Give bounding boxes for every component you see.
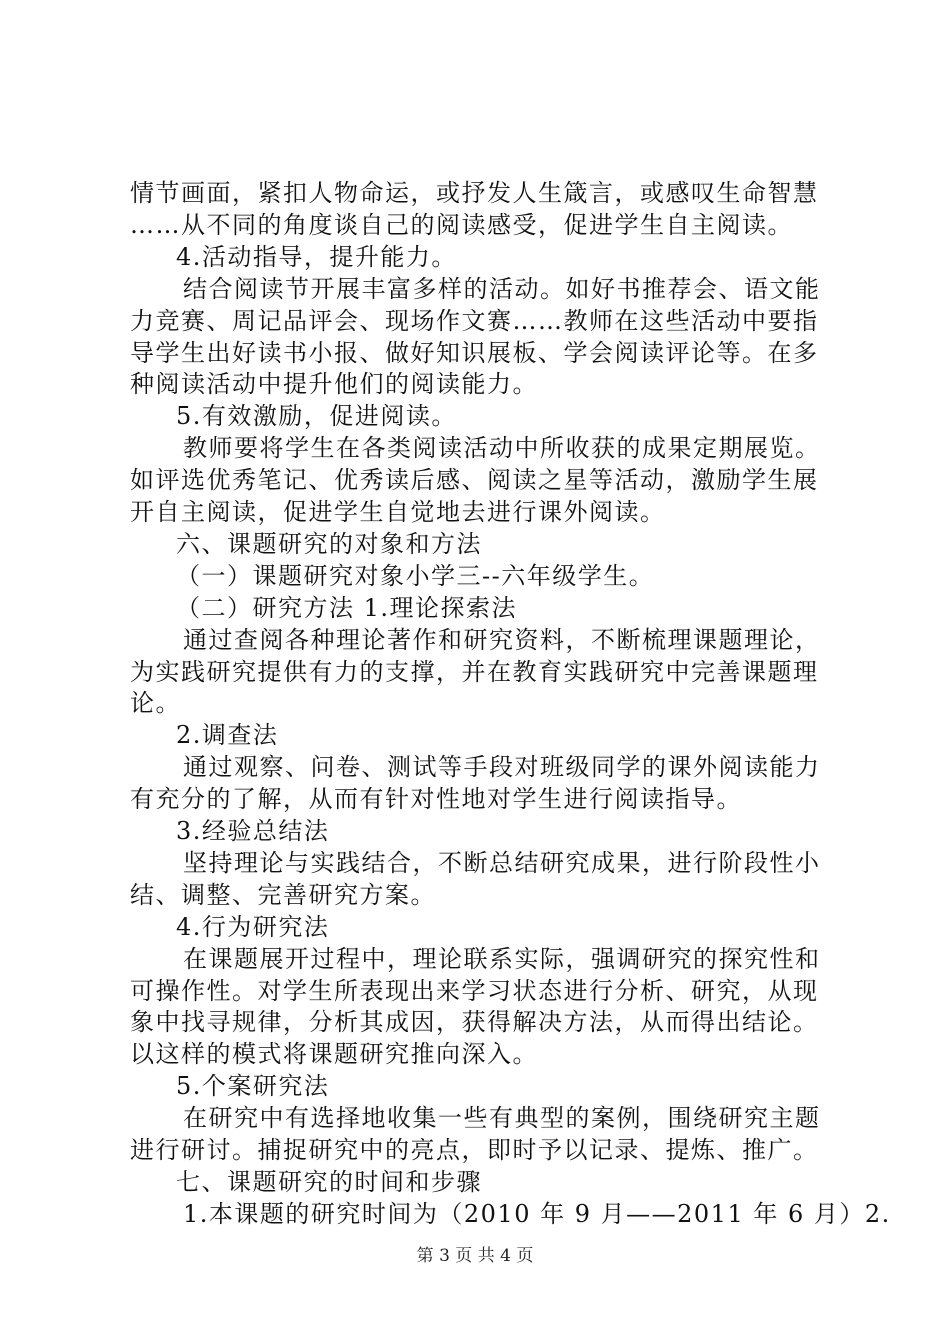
method-heading: 2.调查法 xyxy=(176,721,279,750)
text-line: 以这样的模式将课题研究推向深入。 xyxy=(130,1040,538,1069)
text-line: 进行研讨。捕捉研究中的亮点，即时予以记录、提炼、推广。 xyxy=(130,1136,819,1164)
page-footer: 第 3 页 共 4 页 xyxy=(416,1246,534,1266)
subheading-5: 5.有效激励，促进阅读。 xyxy=(176,402,457,431)
text-line: 为实践研究提供有力的支撑，并在教育实践研究中完善课题理 xyxy=(130,657,819,686)
text-line: 导学生出好读书小报、做好知识展板、学会阅读评论等。在多 xyxy=(130,338,819,367)
text-line: 在研究中有选择地收集一些有典型的案例，围绕研究主题 xyxy=(183,1104,821,1133)
subsection-line: （一）课题研究对象小学三--六年级学生。 xyxy=(176,561,655,590)
text-line: ……从不同的角度谈自己的阅读感受，促进学生自主阅读。 xyxy=(130,210,793,239)
subheading-4: 4.活动指导，提升能力。 xyxy=(176,242,457,271)
text-line: 种阅读活动中提升他们的阅读能力。 xyxy=(130,370,538,399)
method-heading: 3.经验总结法 xyxy=(176,817,330,845)
text-line: 结、调整、完善研究方案。 xyxy=(130,880,436,909)
text-line: 在课题展开过程中，理论联系实际，强调研究的探究性和 xyxy=(183,944,821,973)
method-heading: 5.个案研究法 xyxy=(176,1072,330,1101)
text-line: 结合阅读节开展丰富多样的活动。如好书推荐会、语文能 xyxy=(183,274,821,303)
text-line: 通过查阅各种理论著作和研究资料，不断梳理课题理论， xyxy=(183,625,821,654)
method-heading: 4.行为研究法 xyxy=(176,912,330,941)
text-line: 坚持理论与实践结合，不断总结研究成果，进行阶段性小 xyxy=(183,848,821,877)
subsection-line: （二）研究方法 1.理论探索法 xyxy=(176,593,518,622)
text-line: 通过观察、问卷、测试等手段对班级同学的课外阅读能力 xyxy=(183,753,821,782)
text-line: 情节画面，紧扣人物命运，或抒发人生箴言，或感叹生命智慧 xyxy=(130,179,819,207)
text-line: 可操作性。对学生所表现出来学习状态进行分析、研究，从现 xyxy=(130,976,819,1005)
section-heading-6: 六、课题研究的对象和方法 xyxy=(176,529,482,558)
text-line: 如评选优秀笔记、优秀读后感、阅读之星等活动，激励学生展 xyxy=(130,466,819,495)
text-line: 教师要将学生在各类阅读活动中所收获的成果定期展览。 xyxy=(183,434,821,463)
text-line: 力竞赛、周记品评会、现场作文赛……教师在这些活动中要指 xyxy=(130,306,819,335)
text-line: 有充分的了解，从而有针对性地对学生进行阅读指导。 xyxy=(130,785,742,814)
section-heading-7: 七、课题研究的时间和步骤 xyxy=(176,1167,482,1196)
text-line: 象中找寻规律，分析其成因，获得解决方法，从而得出结论。 xyxy=(130,1008,819,1037)
text-line: 开自主阅读，促进学生自觉地去进行课外阅读。 xyxy=(130,498,666,526)
text-line: 论。 xyxy=(130,689,181,718)
text-line: 1.本课题的研究时间为（2010 年 9 月——2011 年 6 月）2. xyxy=(183,1199,891,1228)
